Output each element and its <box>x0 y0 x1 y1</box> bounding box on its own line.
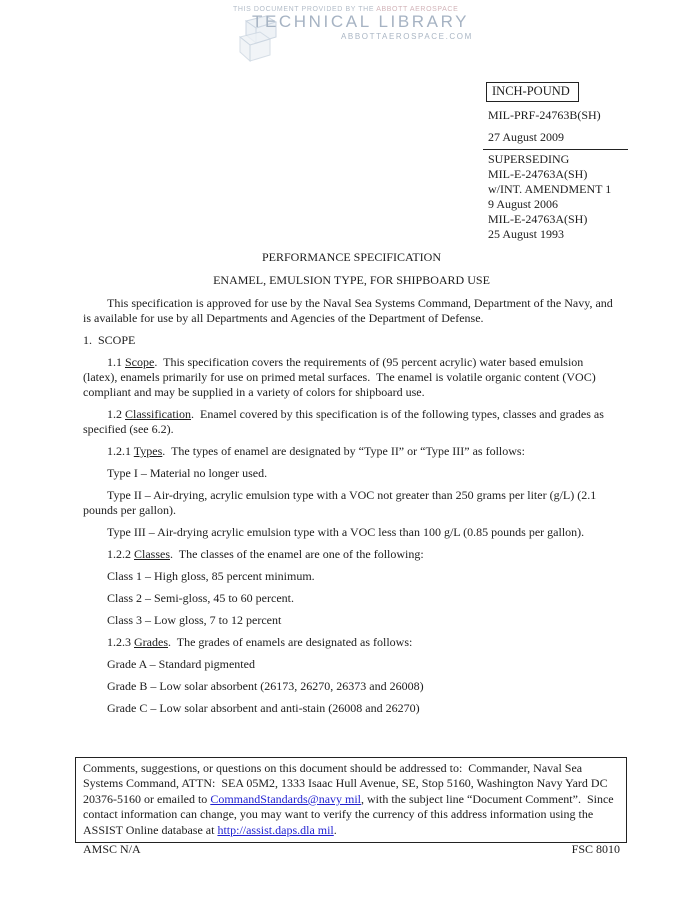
para-label: Classification <box>125 407 191 421</box>
para-label: Classes <box>134 547 170 561</box>
class-2-item: Class 2 – Semi-gloss, 45 to 60 percent. <box>107 591 294 605</box>
amsc-code: AMSC N/A <box>83 842 141 856</box>
spec-title-line2: ENAMEL, EMULSION TYPE, FOR SHIPBOARD USE <box>213 273 490 287</box>
para-label: Grades <box>134 635 168 649</box>
inch-pound-stamp: INCH-POUND <box>486 82 579 102</box>
para-text: . The types of enamel are designated by “Type II” or “Type III” as follows: <box>162 444 525 458</box>
para-number: 1.2.3 <box>107 635 134 649</box>
comments-text-part3: . <box>333 822 337 837</box>
superseding-block <box>486 152 628 242</box>
para-text: . The grades of enamels are designated as follows: <box>167 635 413 649</box>
para-1-1-scope <box>83 355 620 400</box>
document-id-block <box>486 82 628 242</box>
para-number: 1.2.1 <box>107 444 134 458</box>
superseded-doc-number-2: MIL-E-24763A(SH) <box>488 212 588 226</box>
type-2-item: Type II – Air-drying, acrylic emulsion type with a VOC not greater than 250 grams per liter (g/L) (2.1 pounds per gallon). <box>83 488 600 517</box>
type-3-item: Type III – Air-drying acrylic emulsion type with a VOC less than 100 g/L (0.85 pounds per gallon). <box>107 525 585 539</box>
section-1-scope-heading: 1. SCOPE <box>83 333 136 347</box>
superseded-doc-number: MIL-E-24763A(SH) <box>488 167 588 181</box>
para-text: . Enamel covered by this specification is of the following types, classes and grades as specified (see 6.2). <box>83 407 607 436</box>
document-number: MIL-PRF-24763B(SH) <box>488 108 601 122</box>
provider-website: ABBOTTAEROSPACE.COM <box>341 32 473 41</box>
class-1-item: Class 1 – High gloss, 85 percent minimum. <box>107 569 315 583</box>
para-number: 1.2.2 <box>107 547 134 561</box>
comments-text-part1: Comments, suggestions, or questions on this document should be addressed to: Commander, Naval Sea Systems Command, ATTN: SEA 05M2, 1333 Isaac Hull Avenue, SE, Stop 5160, Washington Navy Yard DC 20376-5160 or emailed to <box>83 761 614 806</box>
superseded-amendment: w/INT. AMENDMENT 1 <box>488 182 612 196</box>
para-1-2-2-classes <box>83 547 620 562</box>
para-1-2-1-types <box>83 444 620 459</box>
approval-paragraph: This specification is approved for use by the Naval Sea Systems Command, Department of the Navy, and is available for use by all Departments and Agencies of the Department of Defense. <box>83 296 616 325</box>
superseding-label: SUPERSEDING <box>488 152 570 166</box>
id-block-divider <box>483 149 628 150</box>
class-3-item: Class 3 – Low gloss, 7 to 12 percent <box>107 613 282 627</box>
provider-tagline-prefix: THIS DOCUMENT PROVIDED BY THE <box>233 6 377 13</box>
command-standards-email-link[interactable]: CommandStandards@navy mil <box>210 791 362 806</box>
para-text: . This specification covers the requirements of (95 percent acrylic) water based emulsion (latex), enamels primarily for use on primed metal surfaces. The enamel is volatile organic content (VOC) compliant and may be supplied in a variety of colors for shipboard use. <box>83 355 599 399</box>
grade-c-item: Grade C – Low solar absorbent and anti-stain (26008 and 26270) <box>107 701 420 715</box>
comments-text-part2: , with the subject line “Document Comment”. Since contact information can change, you may want to verify the currency of this address information using the ASSIST Online database at <box>83 791 617 837</box>
provider-tagline-brand: ABBOTT AEROSPACE <box>376 6 459 13</box>
para-1-2-classification <box>83 407 620 437</box>
superseded-date-1: 9 August 2006 <box>488 197 559 211</box>
para-label: Scope <box>125 355 155 369</box>
para-number: 1.2 <box>107 407 125 421</box>
comments-notice-box <box>75 757 627 843</box>
grade-b-item: Grade B – Low solar absorbent (26173, 26270, 26373 and 26008) <box>107 679 424 693</box>
para-number: 1.1 <box>107 355 125 369</box>
page-footer <box>83 842 620 857</box>
superseded-date-2: 25 August 1993 <box>488 227 565 241</box>
grade-a-item: Grade A – Standard pigmented <box>107 657 255 671</box>
spec-title-line1: PERFORMANCE SPECIFICATION <box>261 250 442 264</box>
technical-library-wordmark: TECHNICAL LIBRARY <box>252 12 470 31</box>
assist-database-link[interactable]: http://assist.daps.dla mil <box>217 822 334 837</box>
para-text: . The classes of the enamel are one of the following: <box>170 547 424 561</box>
para-label: Types <box>133 444 163 458</box>
para-1-2-3-grades <box>83 635 620 650</box>
type-1-item: Type I – Material no longer used. <box>107 466 268 480</box>
document-date: 27 August 2009 <box>488 130 565 144</box>
document-body <box>83 250 620 723</box>
provider-watermark <box>0 0 700 70</box>
fsc-code: FSC 8010 <box>571 842 620 856</box>
